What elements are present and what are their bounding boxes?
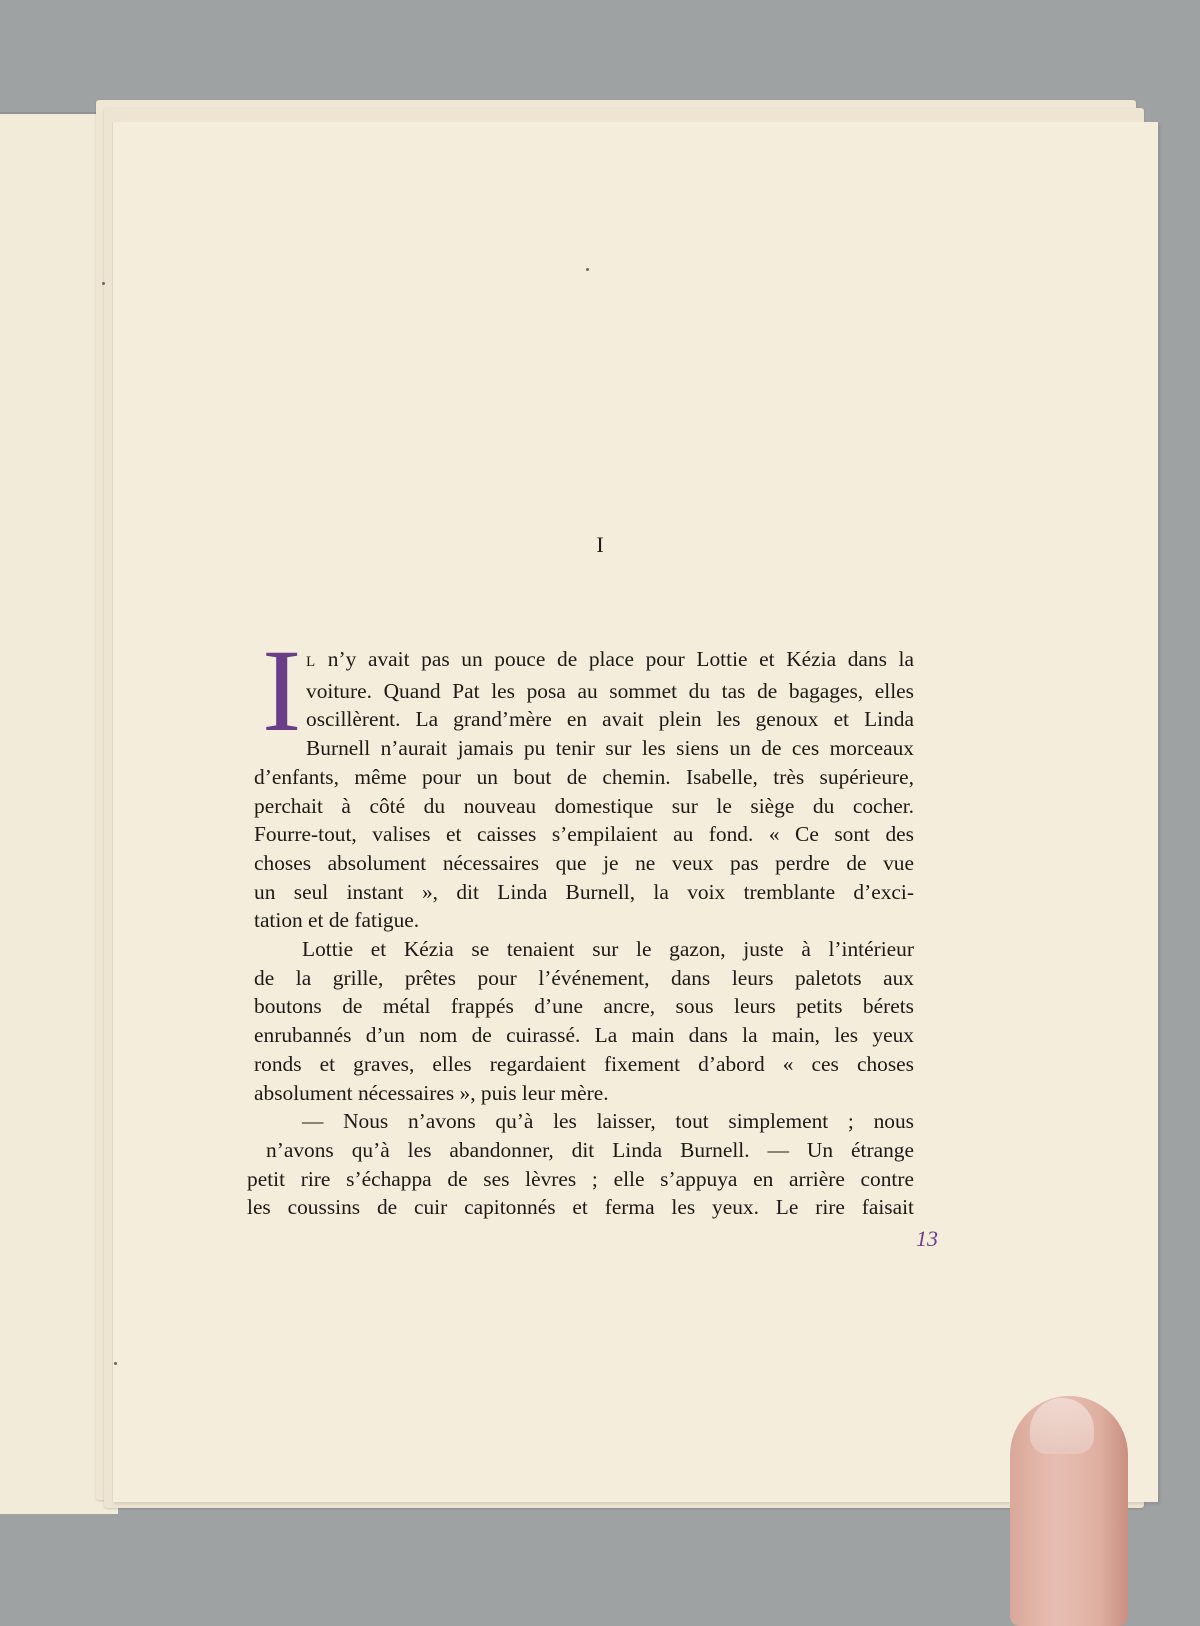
text-line: — Nous n’avons qu’à les laisser, tout simplement ; nous (302, 1109, 914, 1134)
text-line: de la grille, prêtes pour l’événement, dans leurs paletots aux (254, 965, 914, 990)
paper-speck (114, 1362, 117, 1365)
page-number: 13 (916, 1226, 938, 1251)
text-line: oscillèrent. La grand’mère en avait plein les genoux et Linda (306, 707, 914, 732)
text-line: les coussins de cuir capitonnés et ferma les yeux. Le rire faisait (247, 1195, 914, 1220)
text-line: Burnell n’aurait jamais pu tenir sur les siens un de ces morceaux (306, 736, 914, 761)
text-line: choses absolument nécessaires que je ne veux pas perdre de vue (254, 850, 914, 875)
text-line: n’avons qu’à les abandonner, dit Linda Burnell. — Un étrange (266, 1137, 914, 1162)
text-line: voiture. Quand Pat les posa au sommet du tas de bagages, elles (306, 678, 914, 703)
text-line: boutons de métal frappés d’une ancre, sous leurs petits bérets (254, 994, 914, 1019)
text-line: d’enfants, même pour un bout de chemin. Isabelle, très supérieure, (254, 764, 914, 789)
text-line: Lottie et Kézia se tenaient sur le gazon, juste à l’intérieur (302, 937, 914, 962)
text-line (306, 645, 914, 677)
text-line-rest: n’y avait pas un pouce de place pour Lottie et Kézia dans la (316, 647, 914, 671)
chapter-heading: I (596, 532, 604, 557)
small-cap-letter: L (306, 654, 317, 670)
text-line: ronds et graves, elles regardaient fixement d’abord « ces choses (254, 1051, 914, 1076)
text-line: tation et de fatigue. (254, 908, 420, 933)
text-line: petit rire s’échappa de ses lèvres ; elle s’appuya en arrière contre (247, 1166, 914, 1191)
text-line: perchait à côté du nouveau domestique sur le siège du cocher. (254, 793, 914, 818)
drop-cap: I (262, 625, 302, 756)
paper-speck (102, 282, 105, 285)
fingernail (1030, 1398, 1094, 1454)
text-line: absolument nécessaires », puis leur mère. (254, 1080, 609, 1105)
text-line: un seul instant », dit Linda Burnell, la voix tremblante d’exci- (254, 879, 914, 904)
body-text (247, 645, 914, 1222)
paper-speck (586, 268, 589, 271)
text-line: enrubannés d’un nom de cuirassé. La main dans la main, les yeux (254, 1023, 914, 1048)
text-line: Fourre-tout, valises et caisses s’empilaient au fond. « Ce sont des (254, 822, 914, 847)
